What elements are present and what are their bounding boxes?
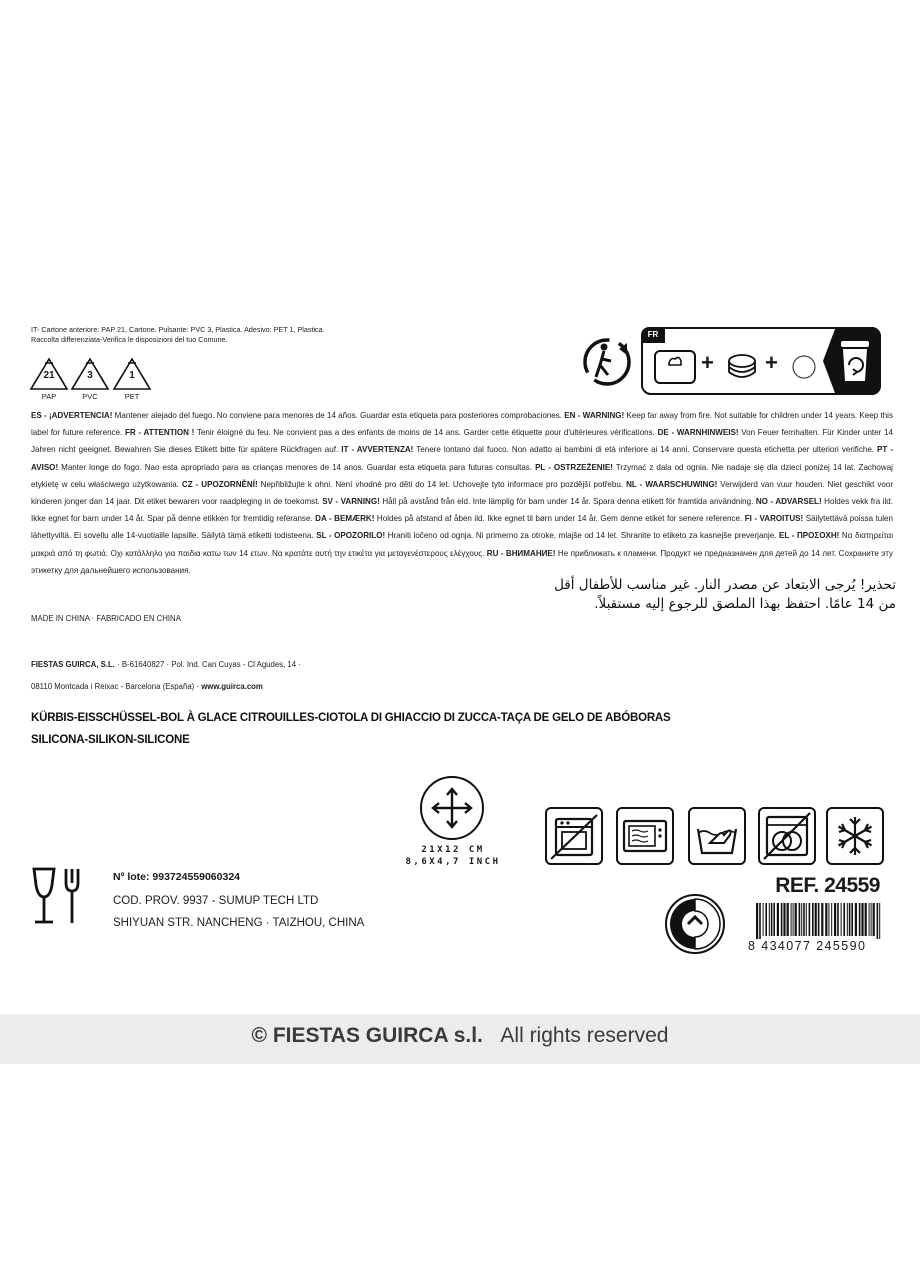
copyright-rights: All rights reserved — [500, 1024, 669, 1047]
barcode-bar — [871, 903, 872, 936]
warning-heading-nl: NL - WAARSCHUWING! — [626, 479, 718, 489]
dimensions-cm: 21X12 CM — [421, 845, 485, 855]
recycle-code-material: PET — [124, 392, 140, 401]
dimensions-text — [380, 844, 526, 868]
warning-heading-sl: SL - OPOZORILO! — [316, 531, 386, 541]
barcode — [754, 903, 882, 939]
warning-text-ru: Не приближать к пламени. Продукт не предназначен для детей до 14 лет. Сохраните эту этикетку для дальнейшего использования. — [31, 548, 894, 575]
warning-heading-sv: SV - VARNING! — [322, 497, 380, 507]
triman-sorting-block — [583, 327, 883, 399]
microwave-icon — [616, 807, 674, 865]
warning-text-nl: Verwijderd van vuur houden. Niet geschikt voor kinderen jonger dan 14 jaar. Dit etiket bewaren voor raadpleging in de toekomst. — [31, 479, 893, 507]
warning-heading-fi: FI - VAROITUS! — [744, 514, 804, 524]
recycling-note-line1: IT- Cartone anteriore: PAP 21, Cartone. Pulsante: PVC 3, Plastica. Adesivo: PET 1, Plastica. — [31, 325, 325, 334]
product-name: KÜRBIS-EISSCHÜSSEL-BOL À GLACE CITROUILLES-CIOTOLA DI GHIACCIO DI ZUCCA-TAÇA DE GELO DE ABÓBORAS — [31, 712, 671, 724]
warning-heading-el: EL - ΠΡΟΣΟΧΗ! — [778, 531, 840, 541]
food-contact-icon — [30, 865, 90, 927]
barcode-bar — [801, 903, 802, 936]
warning-heading-da: DA - BEMÆRK! — [315, 514, 375, 524]
freezer-icon — [826, 807, 884, 865]
barcode-bar — [831, 903, 832, 936]
recycling-note — [31, 325, 451, 345]
company-website: www.guirca.com — [201, 682, 263, 691]
barcode-bar — [859, 903, 861, 936]
four-arrows-icon — [422, 778, 482, 838]
recycle-code-pap — [29, 357, 69, 403]
supplier-line2: SHIYUAN STR. NANCHENG · TAIZHOU, CHINA — [113, 917, 365, 929]
barcode-bar — [877, 903, 879, 939]
barcode-bar — [849, 903, 851, 936]
warning-text-es: Mantener alejado del fuego. No conviene para menores de 14 años. Guardar esta etiqueta para posteriores comprobaciones. — [112, 411, 565, 420]
lot-number: Nº lote: 993724559060324 — [113, 871, 241, 883]
barcode-bar — [851, 903, 853, 936]
warning-text-fi: Säilytettävä poissa tulen lähettyviltä. Ei sovellu alle 14-vuotiaille lapsille. Säilytä tämä etiketti todisteena. — [31, 514, 894, 541]
product-material: SILICONA-SILIKON-SILICONE — [31, 734, 190, 746]
warning-heading-it: IT - AVVERTENZA! — [341, 445, 414, 455]
barcode-bar — [812, 903, 814, 936]
warning-text-el: Να διατηρείται μακριά από τη φωτιά. Οχι κατάλληλο για παιδια κατω των 14 ετων. Να κρατάτε αυτή την ετικέτα για μεταγενέστερους ελέγχους. — [31, 531, 893, 558]
warning-heading-pl: PL - OSTRZEŻENIE! — [535, 462, 613, 472]
recycling-note-line2: Raccolta differenziata-Verifica le disposizioni del tuo Comune. — [31, 335, 228, 344]
warning-text-pt: Manter longe do fogo. Nao esta apropriado para as crianças menores de 14 anos. Guardar esta etiqueta para futuras consultas. — [58, 462, 536, 472]
warning-text-fr: Tenir éloigné du feu. Ne convient pas a des enfants de moins de 14 ans. Garder cette étiquette pour d'ultérieures vérifications. — [194, 428, 658, 438]
dimensions-icon — [420, 776, 484, 840]
barcode-bar — [763, 903, 764, 936]
no-oven-icon — [545, 807, 603, 865]
warning-text-en: Keep far away from fire. Not suitable for children under 14 years. Keep this label for future reference. — [31, 411, 893, 438]
barcode-bar — [759, 903, 761, 939]
warning-heading-no: NO - ADVARSEL! — [755, 497, 822, 507]
barcode-bar — [787, 903, 789, 936]
supplier-info — [113, 890, 364, 934]
button-stack-icon — [726, 353, 758, 381]
barcode-bar — [865, 903, 867, 936]
barcode-bar — [806, 903, 807, 936]
company-address-line1: · B-61640827 · Pol. Ind. Can Cuyas - Cl Agudes, 14 · — [114, 660, 301, 669]
multilingual-warnings — [31, 407, 893, 579]
recycle-code-number: 21 — [43, 370, 55, 381]
arabic-warning — [470, 576, 896, 614]
recycle-code-number: 1 — [129, 370, 135, 381]
warning-text-sv: Håll på avstånd från eld. Inte lämplig för barn under 14 år. Spara denna etikett för framtida användning. — [379, 497, 756, 507]
barcode-bar — [869, 903, 870, 936]
barcode-bar — [809, 903, 811, 936]
warning-text-cz: Nepřibližujte k ohni. Není vhodné pro děti do 14 let. Uchovejte tyto informace pro pozdější potřebu. — [257, 479, 627, 489]
cardboard-card-icon — [653, 349, 697, 385]
product-info — [31, 707, 671, 751]
warning-heading-de: DE - WARNHINWEIS! — [657, 428, 739, 438]
reference-number: REF. 24559 — [775, 874, 880, 897]
barcode-bar — [771, 903, 773, 936]
barcode-bar — [799, 903, 801, 936]
warning-heading-es: ES - ¡ADVERTENCIA! — [31, 411, 113, 420]
recycle-code-number: 3 — [87, 370, 93, 381]
warning-text-da: Holdes på afstand af åben ild. Ikke egnet til børn under 14 år. Gem denne etiket for senere reference. — [374, 514, 745, 524]
triman-icon — [583, 335, 633, 387]
barcode-bar — [795, 903, 797, 936]
warning-text-pl: Trzymać z dala od ognia. Nie nadaje się dla dzieci poniżej 14 lat. Zachowaj etykietę w celu właściwego użytkowania. — [31, 462, 893, 489]
recycle-code-pvc — [70, 357, 110, 403]
barcode-bar — [837, 903, 839, 936]
recycle-code-material: PVC — [82, 392, 98, 401]
barcode-bar — [825, 903, 827, 936]
barcode-bar — [821, 903, 823, 936]
warning-heading-en: EN - WARNING! — [564, 411, 625, 420]
warning-text-it: Tenere lontano dal fuoco. Non adatto ai bambini di età inferiore ai 14 anni. Conservare questa etichetta per ulteriori verifiche. — [413, 445, 878, 455]
dimensions-inch: 8,6X4,7 INCH — [405, 857, 501, 867]
company-info — [31, 654, 301, 698]
barcode-bar — [756, 903, 758, 939]
warning-text-de: Von Feuer fernhalten. Für Kinder unter 14 Jahren nicht geeignet. Bewahren Sie dieses Etikett bitte für spätere Rückfragen auf. — [31, 428, 893, 455]
plus-sign: + — [765, 350, 778, 375]
barcode-bar — [803, 903, 805, 936]
arabic-warning-line1: تحذير! يُرجى الابتعاد عن مصدر النار. غير مناسب للأطفال أقل — [554, 577, 896, 593]
supplier-line1: COD. PROV. 9937 - SUMUP TECH LTD — [113, 895, 319, 907]
barcode-bar — [841, 903, 842, 936]
barcode-bar — [828, 903, 829, 936]
barcode-bar — [818, 903, 820, 936]
barcode-bar — [861, 903, 863, 936]
ean-number: 8 434077 245590 — [748, 939, 867, 953]
recycle-code-material: PAP — [41, 392, 57, 401]
warning-text-no: Holdes vekk fra ild. Ikke egnet for barn under 14 år. Spar på denne etikken for fremtidig referanse. — [31, 497, 893, 524]
recycling-bin-icon — [837, 339, 873, 385]
warning-heading-ru: RU - ВНИМАНИЕ! — [486, 548, 556, 558]
barcode-bar — [765, 903, 767, 936]
warning-text-sl: Hraniti ločeno od ognja. Ni primerno za otroke, mlajše od 14 let. Shranite to etiketo za kasnejše preverjanje. — [385, 531, 779, 541]
barcode-bar — [847, 903, 848, 936]
hand-wash-icon — [688, 807, 746, 865]
barcode-bar — [773, 903, 775, 936]
barcode-bar — [843, 903, 845, 936]
arabic-warning-line2: من 14 عامًا. احتفظ بهذا الملصق للرجوع إليه مستقبلاً. — [594, 596, 896, 612]
recycle-code-pet — [112, 357, 152, 403]
plus-sign: + — [701, 350, 714, 375]
company-address-line2: 08110 Montcada i Reixac - Barcelona (España) · — [31, 682, 202, 691]
barcode-bar — [783, 903, 785, 936]
sticker-circle-icon — [791, 354, 817, 380]
barcode-bar — [781, 903, 783, 936]
barcode-bar — [855, 903, 857, 936]
barcode-bar — [777, 903, 779, 936]
barcode-bar — [793, 903, 794, 936]
warning-heading-cz: CZ - UPOZORNĚNÍ! — [181, 479, 258, 489]
barcode-bar — [769, 903, 770, 936]
warning-heading-fr: FR - ATTENTION ! — [124, 428, 195, 438]
barcode-bar — [834, 903, 836, 936]
barcode-bar — [815, 903, 817, 936]
warning-heading-pt: PT - AVISO! — [31, 445, 893, 472]
footer-copyright — [0, 1024, 920, 1048]
company-name: FIESTAS GUIRCA, S.L. — [31, 660, 115, 669]
origin-text: MADE IN CHINA · FABRICADO EN CHINA — [31, 614, 181, 623]
triman-country-tab: FR — [641, 327, 665, 343]
green-dot-icon — [664, 893, 726, 955]
barcode-bar — [791, 903, 792, 936]
barcode-bar — [879, 903, 880, 939]
no-dishwasher-icon — [758, 807, 816, 865]
copyright-owner: © FIESTAS GUIRCA s.l. — [251, 1024, 483, 1047]
barcode-bar — [873, 903, 875, 936]
